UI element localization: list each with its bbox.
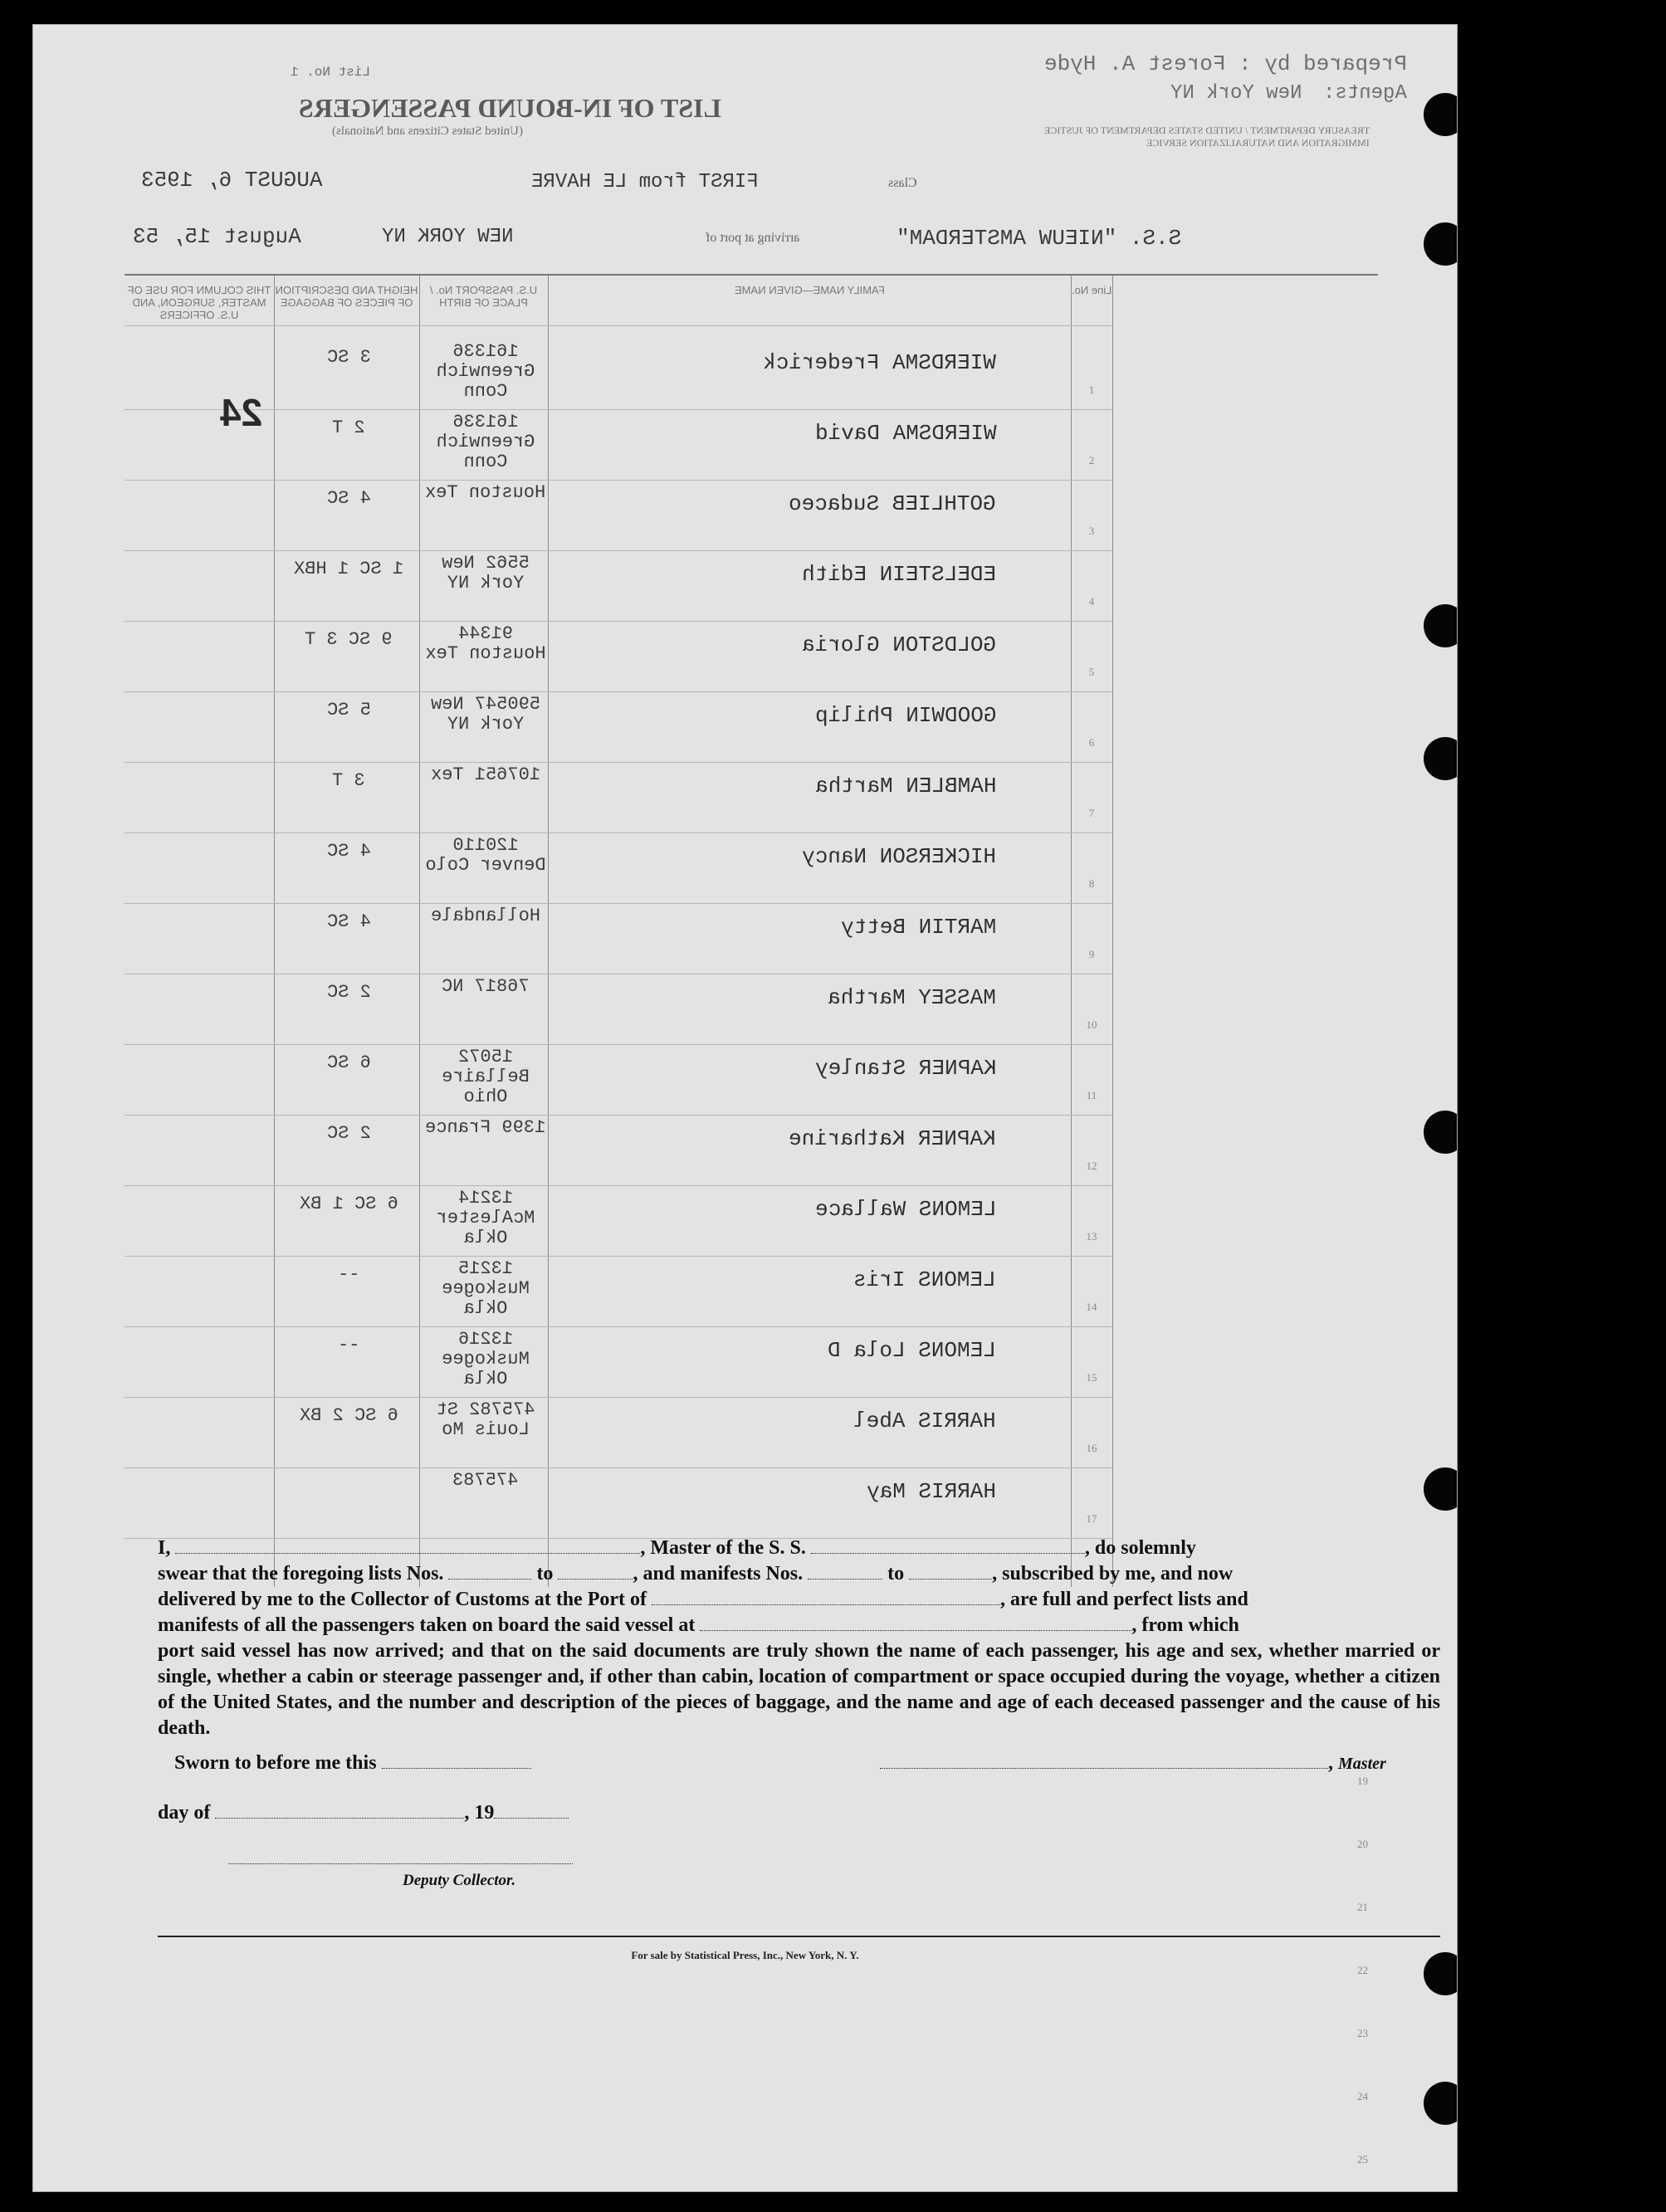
line-number: 19 [1357,1775,1368,1787]
passport-birthplace: 475782 St Louis Mo [436,1399,535,1440]
table-row [125,977,1378,1043]
table-row [125,1400,1378,1467]
table-row [125,695,1378,761]
passenger-name: HARRIS Abel [853,1409,996,1433]
table-row [125,1259,1378,1326]
line-number: 10 [1086,1018,1097,1031]
line-number: 9 [1088,948,1095,960]
line-number: 12 [1086,1160,1097,1172]
department: TREASURY DEPARTMENT / UNITED STATES DEPARTMENT OF JUSTICE IMMIGRATION AND NATURALIZATION SERVICE [1043,125,1370,149]
table-row [125,554,1378,620]
passenger-name: KAPNER Stanley [814,1056,996,1081]
footer-rule [158,1936,1440,1937]
table-row [125,836,1378,902]
age-baggage: 2 SC [326,982,371,1003]
punch-hole [1424,93,1457,136]
col-line-no: Line No. [1071,284,1112,296]
line-number: 5 [1088,666,1095,678]
table-row [125,483,1378,549]
stamp-number: 24 [220,391,263,434]
line-number: 15 [1086,1371,1097,1384]
passport-birthplace: 13214 McAlester Okla [436,1188,535,1248]
passport-birthplace: 5562 New York NY [442,553,530,593]
arrival-port: NEW YORK NY [382,226,514,248]
age-baggage: 6 SC [326,1052,371,1073]
passenger-name: EDELSTEIN Edith [801,562,996,587]
age-baggage: 4 SC [326,488,371,509]
passenger-name: GOLDSTON Gloria [801,632,996,657]
day-of-line: day of , 19 [158,1801,569,1824]
passport-birthplace: 13216 Muskogee Okla [442,1329,530,1389]
line-number: 6 [1088,736,1095,749]
table-row [125,906,1378,973]
age-baggage: 4 SC [326,911,371,932]
passenger-name: GOODWIN Philip [814,703,996,728]
passenger-name: MARTIN Betty [840,915,996,940]
age-baggage: 1 SC 1 HBX [293,559,404,579]
line-number: 2 [1088,454,1095,466]
table-row [125,413,1378,479]
passenger-table [125,274,1378,1587]
passenger-name: HICKERSON Nancy [801,844,996,869]
passport-birthplace: 161336 Greenwich Conn [436,412,535,472]
age-baggage [282,1476,415,1497]
age-baggage: 6 SC 2 BX [299,1405,398,1426]
oath-text: I, , Master of the S. S. , do solemnly swear that the foregoing lists Nos. to , and manifests Nos. to , subscribed by me, and now delivered by me to the Collector of Customs at the Port of , are full and perfect lists and manifests of all the passengers taken on board the said vessel at , from which port said vessel has now arrived; and that on the said documents are truly shown the name of each passenger, his age and sex, whether married or single, whether a cabin or steerage passenger and, if other than cabin, location of compartment or space occupied during the voyage, whether a citizen of the United States, and the number and description of the pieces of baggage, and the name and age of each deceased passenger and the cause of his death. [158,1537,1440,1739]
line-number: 3 [1088,525,1095,537]
passport-birthplace: 91344 Houston Tex [425,623,546,664]
line-number: 17 [1086,1512,1097,1525]
list-no: List No. 1 [291,65,371,80]
agents-line: New York NY Agents: [1170,82,1407,105]
from-port: FIRST from LE HAVRE [531,171,759,193]
age-baggage: -- [337,1264,360,1285]
table-row [125,1471,1378,1537]
line-number: 21 [1357,1901,1368,1913]
age-baggage: 9 SC 3 T [305,629,393,650]
line-number: 16 [1086,1442,1097,1454]
passenger-name: GOTHLIEB Sudaceo [789,491,996,516]
punch-hole [1424,2082,1457,2125]
manifest-sheet [33,25,1457,2191]
master-signature: , Master [880,1751,1386,1775]
table-row [125,624,1378,691]
age-baggage: 3 T [332,770,365,791]
age-baggage: 2 SC [326,1123,371,1144]
line-number: 7 [1088,807,1095,819]
passenger-name: LEMONS Wallace [814,1197,996,1222]
list-title: LIST OF IN-BOUND PASSENGERS [299,93,721,123]
col-name: FAMILY NAME—GIVEN NAME [734,284,885,296]
passport-birthplace: 76817 NC [442,976,530,997]
col-master-use: THIS COLUMN FOR USE OF MASTER, SURGEON, AND U.S. OFFICERS [127,284,271,321]
passenger-name: WIERDSMA Frederick [763,350,996,375]
age-baggage: 5 SC [326,700,371,720]
age-baggage: 3 SC [326,347,371,368]
list-subtitle: (United States Citizens and Nationals) [332,125,523,138]
line-number: 22 [1357,1964,1368,1976]
col-passport: U.S. PASSPORT No. / PLACE OF BIRTH [429,284,538,309]
line-number: 8 [1088,877,1095,890]
passport-birthplace: 107651 Tex [430,764,541,785]
vessel-name: S.S. "NIEUW AMSTERDAM" [897,226,1182,251]
passport-birthplace: 161336 Greenwich Conn [436,341,535,402]
age-baggage: -- [337,1335,360,1355]
punch-hole [1424,222,1457,266]
line-number: 14 [1086,1301,1097,1313]
line-number: 13 [1086,1230,1097,1243]
passport-birthplace: Houston Tex [425,482,546,503]
passport-birthplace: 15072 Bellaire Ohio [442,1047,530,1107]
age-baggage: 4 SC [326,841,371,862]
age-baggage: 6 SC 1 BX [299,1194,398,1214]
table-row [125,1330,1378,1396]
arriving-label: arriving at port of [706,231,800,245]
passenger-name: HAMBLEN Martha [814,774,996,798]
passenger-name: KAPNER Katharine [789,1126,996,1151]
passport-birthplace: 590547 New York NY [430,694,541,735]
table-row [125,1047,1378,1114]
age-baggage: 2 T [332,417,365,438]
line-number: 11 [1086,1089,1097,1101]
passenger-name: HARRIS May [866,1479,996,1504]
passport-birthplace: 1399 France [425,1117,546,1138]
table-row [125,342,1378,408]
sailed-date: AUGUST 6, 1953 [141,168,323,193]
line-number: 4 [1088,595,1095,608]
class-label: Class [888,176,917,190]
deputy-collector: Deputy Collector. [403,1872,516,1889]
line-number: 24 [1357,2090,1368,2102]
prepared-by: Prepared by : Forest A. Hyde [1044,51,1407,76]
passport-birthplace: 475783 [452,1470,519,1491]
punch-hole [1424,1467,1457,1511]
table-row [125,1189,1378,1255]
line-number: 23 [1357,2027,1368,2039]
passport-birthplace: 13215 Muskogee Okla [442,1258,530,1319]
line-number: 25 [1357,2153,1368,2166]
arrival-date: August 15, 53 [133,224,301,249]
footer-text: For sale by Statistical Press, Inc., New York, N. Y. [631,1949,859,1961]
col-baggage: HEIGHT AND DESCRIPTION OF PIECES OF BAGGAGE [275,284,418,309]
punch-hole [1424,737,1457,780]
passenger-name: MASSEY Martha [828,985,996,1010]
passport-birthplace: Hollandale [430,906,541,926]
punch-hole [1424,1111,1457,1154]
table-row [125,765,1378,832]
passenger-name: LEMONS Iris [853,1267,996,1292]
line-number: 1 [1088,383,1095,396]
punch-hole [1424,604,1457,647]
table-row [125,1118,1378,1184]
line-number: 20 [1357,1838,1368,1850]
passport-birthplace: 120110 Denver Colo [425,835,546,876]
sworn-line: Sworn to before me this [174,1751,531,1775]
passenger-name: LEMONS Lola D [828,1338,996,1363]
punch-hole [1424,1952,1457,1995]
passenger-name: WIERDSMA David [814,421,996,446]
